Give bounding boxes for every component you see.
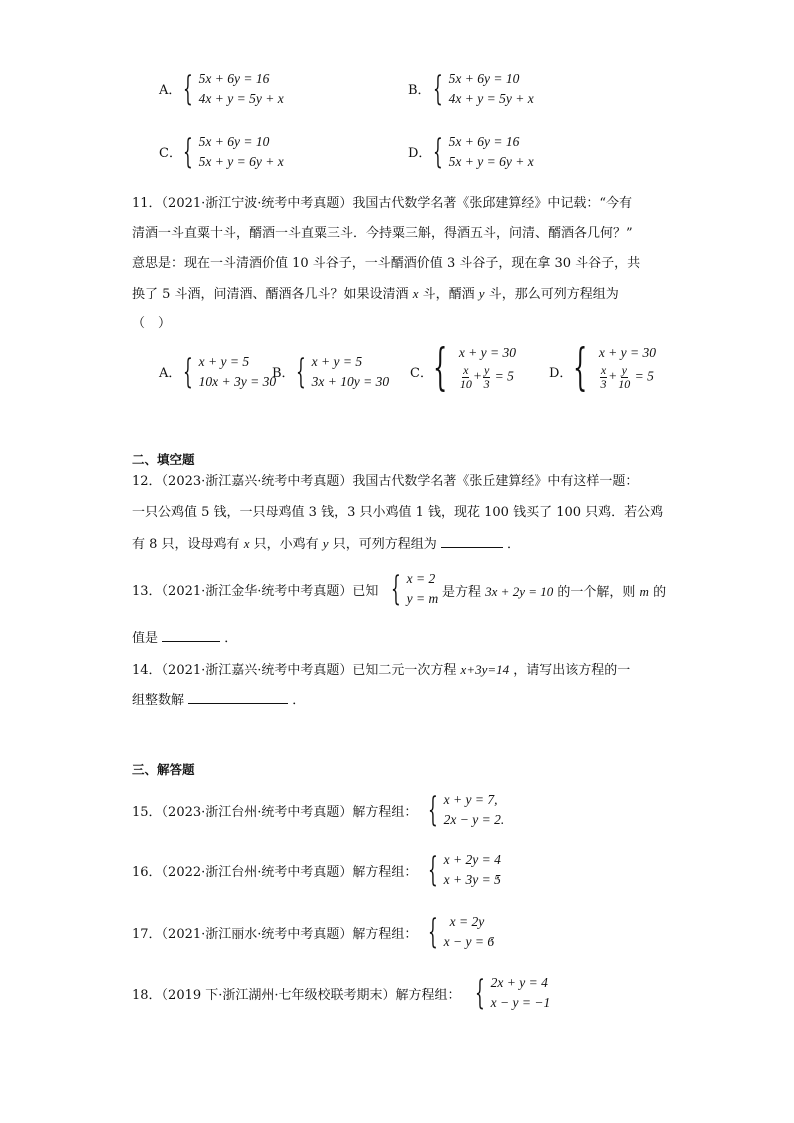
q10-option-a-label: A．	[159, 83, 182, 98]
q16-system: { x + 2y = 4 x + 3y = 5	[428, 850, 501, 890]
q13-line-1-rest: 是方程 3x + 2y = 10 的一个解，则 m 的	[442, 584, 667, 600]
q15-text: 15．（2023·浙江台州·统考中考真题）解方程组：	[132, 805, 418, 820]
q11-answer-paren: （ ）	[132, 316, 172, 331]
q12-line-3: 有 8 只，设母鸡有 x 只，小鸡有 y 只，可列方程组为 ．	[132, 536, 520, 552]
q15-system: { x + y = 7, 2x − y = 2.	[428, 790, 505, 830]
q11-option-c-label: C．	[410, 366, 433, 381]
q14-line-1: 14．（2021·浙江嘉兴·统考中考真题）已知二元一次方程 x+3y=14 ，请写出该方程的一	[132, 662, 631, 678]
q18-text: 18．（2019 下·浙江湖州·七年级校联考期末）解方程组：	[132, 988, 461, 1003]
q10-option-a-eq1: 5x + 6y = 16	[198, 71, 270, 86]
q11-line-4: 换了 5 斗酒，问清酒、醑酒各几斗？如果设清酒 x 斗，醑酒 y 斗，那么可列方程组为	[132, 286, 619, 302]
q16-end: ．	[496, 867, 510, 882]
q13-answer-blank[interactable]	[162, 629, 220, 642]
q10-option-a-system: { 5x + 6y = 16 4x + y = 5y + x	[183, 69, 284, 109]
q12-answer-blank[interactable]	[441, 535, 503, 548]
q17-end: ．	[490, 929, 504, 944]
q11-option-b-label: B．	[272, 366, 295, 381]
q11-line-2: 清酒一斗直粟十斗，醑酒一斗直粟三斗．今持粟三斛，得酒五斗，问清、醑酒各几何？”	[132, 226, 633, 241]
q12-line-2: 一只公鸡值 5 钱，一只母鸡值 3 钱，3 只小鸡值 1 钱，现花 100 钱买了 100 只鸡．若公鸡	[132, 505, 664, 520]
q10-option-a-eq2: 4x + y = 5y + x	[198, 91, 284, 106]
q11-line-3: 意思是：现在一斗清酒价值 10 斗谷子，一斗醑酒价值 3 斗谷子，现在拿 30 斗谷子，共	[132, 256, 641, 271]
q13-line-2: 值是 ．	[132, 631, 238, 646]
q10-option-c-eq1: 5x + 6y = 10	[198, 134, 270, 149]
q13-system: { x = 2 y = m	[391, 569, 439, 609]
q11-option-d-label: D．	[549, 366, 573, 381]
q11-option-c-system: { x + y = 30 $\frac{x}{10}$ + $\frac{y}{3}$ = 5	[433, 338, 517, 396]
q14-answer-blank[interactable]	[188, 691, 288, 704]
q17-text: 17．（2021·浙江丽水·统考中考真题）解方程组：	[132, 927, 418, 942]
q18-system: { 2x + y = 4 x − y = −1	[475, 973, 551, 1013]
q11-option-d-system: { x + y = 30 $\frac{x}{3}$ + $\frac{y}{10}$ = 5	[573, 338, 657, 396]
q10-option-d-label: D．	[408, 146, 432, 161]
q10-option-c-system: { 5x + 6y = 10 5x + y = 6y + x	[183, 132, 284, 172]
q10-option-c-label: C．	[159, 146, 182, 161]
q17-system: { x = 2y x − y = 6	[428, 912, 495, 952]
q10-option-b-system: { 5x + 6y = 10 4x + y = 5y + x	[433, 69, 534, 109]
q13-line-1: 13．（2021·浙江金华·统考中考真题）已知	[132, 584, 379, 599]
q11-option-a-system: { x + y = 5 10x + 3y = 30	[183, 352, 277, 392]
section-title-solve: 三、解答题	[132, 762, 195, 777]
q11-line-1: 11．（2021·浙江宁波·统考中考真题）我国古代数学名著《张邱建算经》中记载：“今有	[132, 196, 633, 211]
section-title-fill-in: 二、填空题	[132, 452, 195, 467]
q10-option-d-eq2: 5x + y = 6y + x	[448, 154, 534, 169]
q10-option-b-eq2: 4x + y = 5y + x	[448, 91, 534, 106]
q16-text: 16．（2022·浙江台州·统考中考真题）解方程组：	[132, 865, 418, 880]
var-x: x	[412, 286, 419, 301]
q10-option-c-eq2: 5x + y = 6y + x	[198, 154, 284, 169]
var-y: y	[478, 286, 485, 301]
q10-option-d-system: { 5x + 6y = 16 5x + y = 6y + x	[433, 132, 534, 172]
q11-option-a-label: A．	[159, 366, 182, 381]
q11-option-b-system: { x + y = 5 3x + 10y = 30	[296, 352, 390, 392]
q10-option-b-label: B．	[408, 83, 431, 98]
q10-option-d-eq1: 5x + 6y = 16	[448, 134, 520, 149]
q10-option-b-eq1: 5x + 6y = 10	[448, 71, 520, 86]
q12-line-1: 12．（2023·浙江嘉兴·统考中考真题）我国古代数学名著《张丘建算经》中有这样一题：	[132, 474, 639, 489]
q14-line-2: 组整数解 ．	[132, 693, 306, 708]
